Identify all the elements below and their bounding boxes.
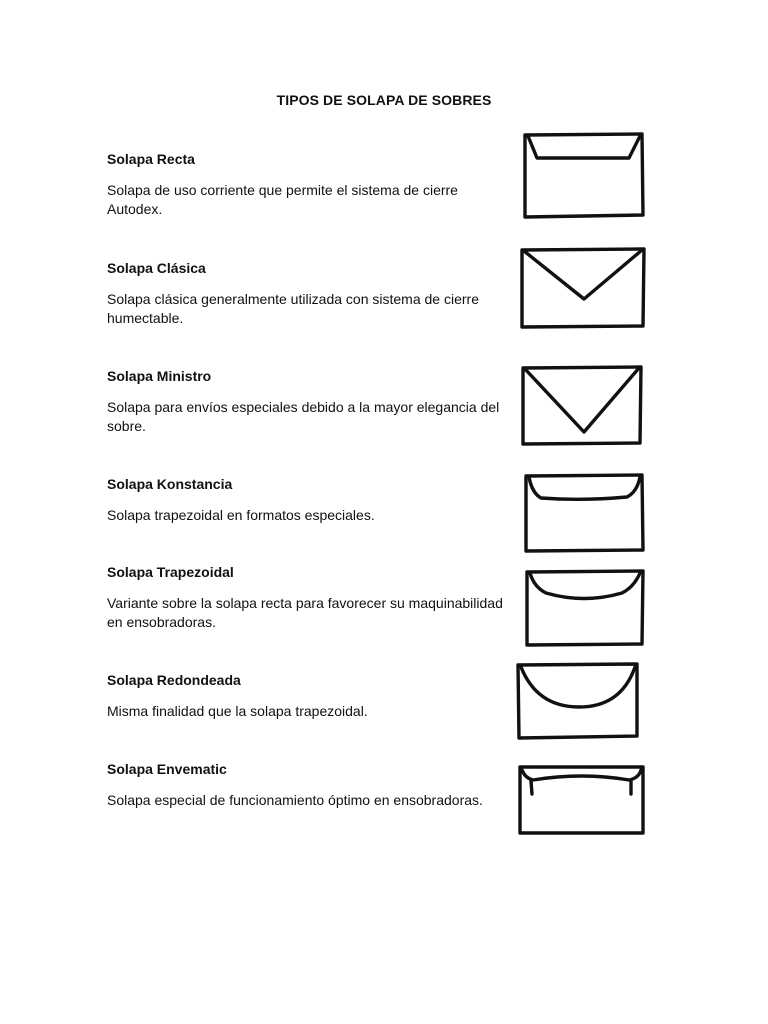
entry-solapa-clasica	[107, 260, 507, 328]
entry-title: Solapa Trapezoidal	[107, 564, 234, 580]
entry-description: Solapa para envíos especiales debido a la mayor elegancia del sobre.	[107, 399, 500, 434]
entry-title: Solapa Clásica	[107, 260, 206, 276]
entry-solapa-redondeada	[107, 672, 507, 721]
envelope-minister-flap-icon	[520, 365, 644, 447]
entry-description: Solapa especial de funcionamiento óptimo en ensobradoras.	[107, 792, 483, 808]
entry-solapa-konstancia	[107, 476, 507, 525]
page-title: TIPOS DE SOLAPA DE SOBRES	[276, 92, 492, 108]
envelope-rounded-flap-icon	[515, 662, 641, 740]
entry-description: Solapa de uso corriente que permite el sistema de cierre Autodex.	[107, 182, 458, 217]
entry-solapa-ministro	[107, 368, 507, 436]
entry-description: Solapa clásica generalmente utilizada con sistema de cierre humectable.	[107, 291, 479, 326]
entry-title: Solapa Ministro	[107, 368, 212, 384]
envelope-envematic-flap-icon	[517, 764, 647, 836]
entry-title: Solapa Recta	[107, 151, 195, 167]
entry-solapa-envematic	[107, 761, 507, 810]
envelope-trapezoidal-flap-icon	[524, 569, 646, 647]
entry-description: Solapa trapezoidal en formatos especiales.	[107, 507, 375, 523]
entry-title: Solapa Envematic	[107, 761, 227, 777]
envelope-classic-flap-icon	[519, 247, 647, 329]
entry-title: Solapa Redondeada	[107, 672, 241, 688]
entry-description: Variante sobre la solapa recta para favorecer su maquinabilidad en ensobradoras.	[107, 595, 503, 630]
entry-description: Misma finalidad que la solapa trapezoidal.	[107, 703, 368, 719]
entry-solapa-trapezoidal	[107, 564, 507, 632]
entry-solapa-recta	[107, 151, 507, 219]
envelope-konstancia-flap-icon	[523, 473, 645, 553]
entry-title: Solapa Konstancia	[107, 476, 233, 492]
envelope-straight-flap-icon	[522, 132, 646, 220]
